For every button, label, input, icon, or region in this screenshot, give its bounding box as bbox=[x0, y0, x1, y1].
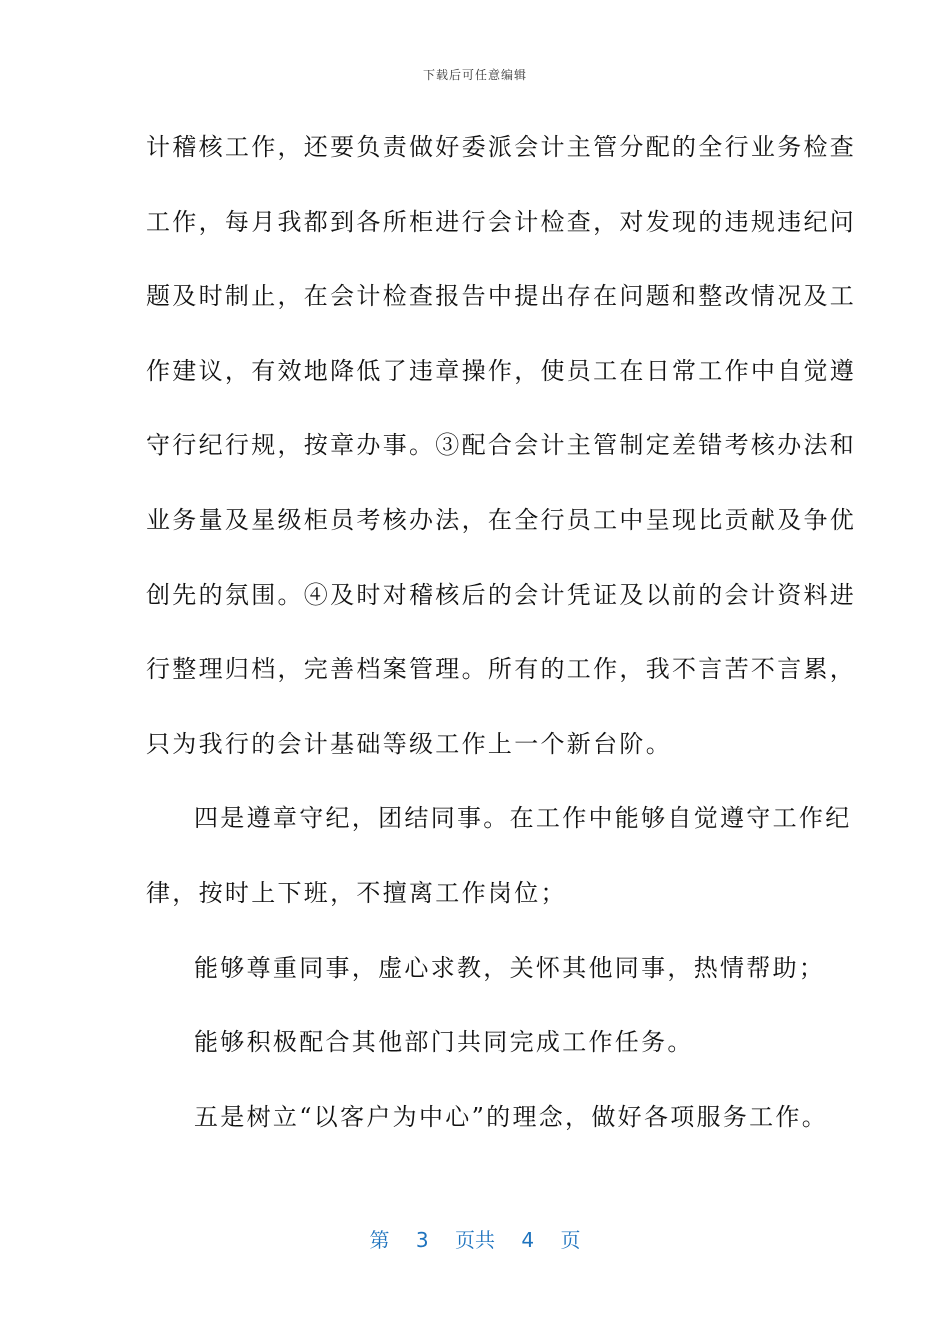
paragraph-start-line: 能够积极配合其他部门共同完成工作任务。 bbox=[194, 1028, 694, 1057]
text-line: 创先的氛围。④及时对稽核后的会计凭证及以前的会计资料进 bbox=[146, 580, 857, 609]
text-line: 作建议，有效地降低了违章操作，使员工在日常工作中自觉遵 bbox=[146, 356, 857, 385]
text-line: 律，按时上下班，不擅离工作岗位； bbox=[146, 878, 567, 907]
text-line: 计稽核工作，还要负责做好委派会计主管分配的全行业务检查 bbox=[146, 133, 857, 161]
page-header: 下载后可任意编辑 bbox=[422, 68, 527, 82]
page-label-prefix: 第 bbox=[369, 1228, 390, 1252]
paragraph-start-line: 能够尊重同事，虚心求教，关怀其他同事，热情帮助； bbox=[194, 953, 826, 982]
paragraph-start-line: 五是树立“以客户为中心”的理念，做好各项服务工作。 bbox=[194, 1102, 829, 1131]
text-line: 行整理归档，完善档案管理。所有的工作，我不言苦不言累， bbox=[146, 655, 857, 684]
text-line: 只为我行的会计基础等级工作上一个新台阶。 bbox=[146, 729, 672, 758]
text-line: 题及时制止，在会计检查报告中提出存在问题和整改情况及工 bbox=[146, 282, 857, 311]
page-number-footer bbox=[0, 1224, 950, 1253]
total-pages-number: 4 bbox=[521, 1228, 535, 1252]
text-line: 业务量及星级柜员考核办法，在全行员工中呈现比贡献及争优 bbox=[146, 505, 857, 534]
text-line: 守行纪行规，按章办事。③配合会计主管制定差错考核办法和 bbox=[146, 431, 857, 460]
current-page-number: 3 bbox=[415, 1228, 429, 1252]
text-line: 工作，每月我都到各所柜进行会计检查，对发现的违规违纪问 bbox=[146, 207, 857, 236]
document-body bbox=[146, 117, 857, 1161]
paragraph-start-line: 四是遵章守纪，团结同事。在工作中能够自觉遵守工作纪 bbox=[194, 804, 852, 833]
page-label-mid: 页共 bbox=[455, 1228, 495, 1252]
page-label-suffix: 页 bbox=[560, 1228, 581, 1252]
